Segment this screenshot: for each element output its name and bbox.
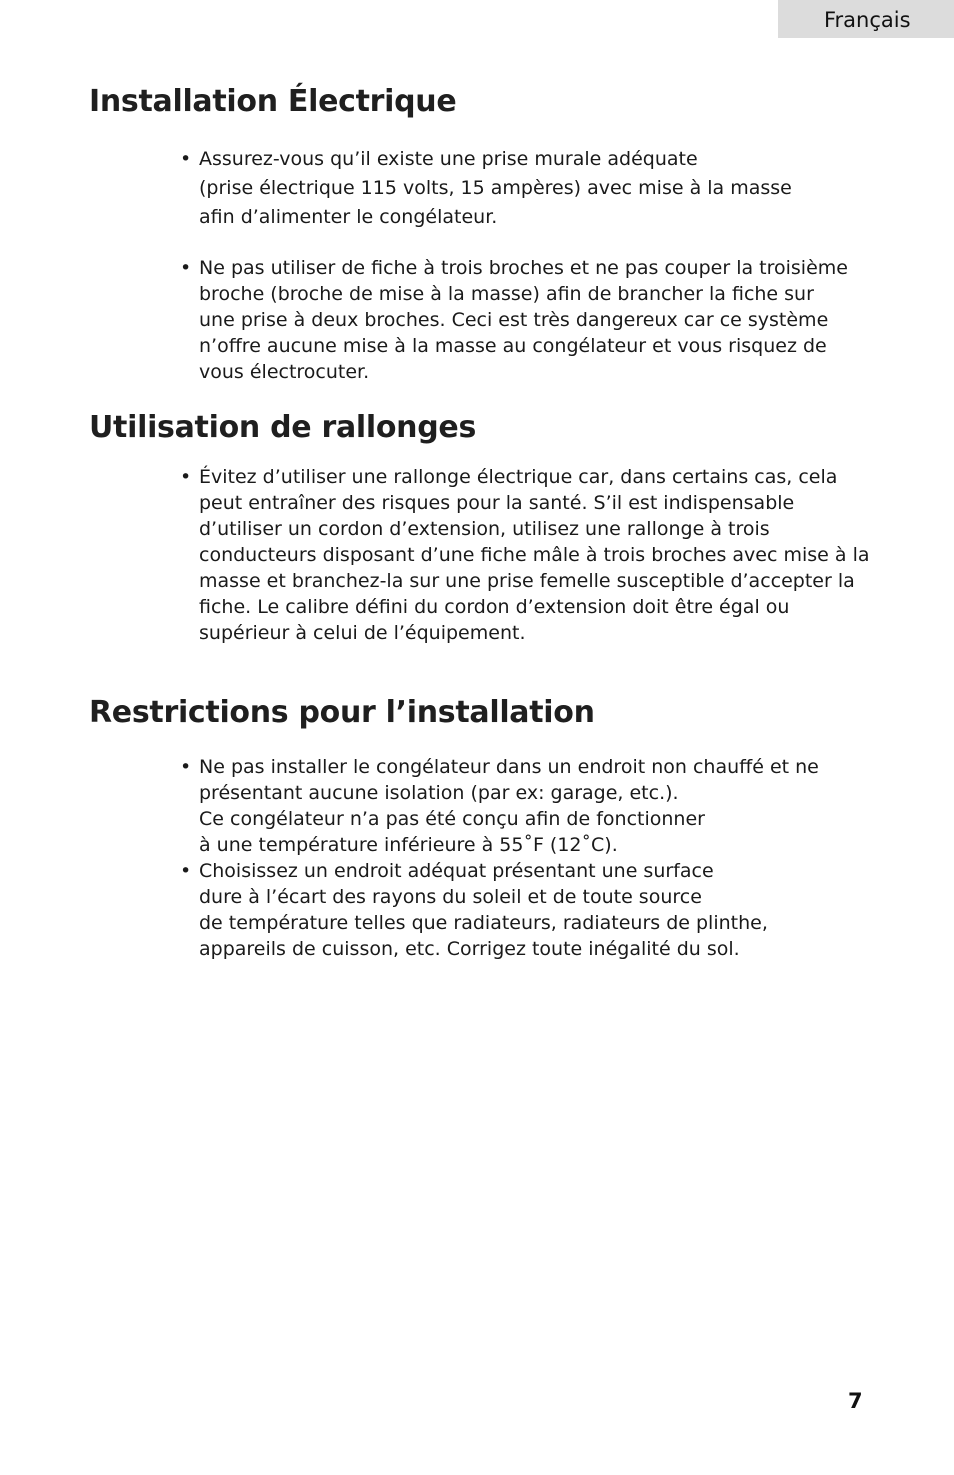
- text-line: peut entraîner des risques pour la santé. S’il est indispensable: [199, 492, 795, 514]
- text-line: • Choisissez un endroit adéquat présentant une surface: [199, 860, 714, 882]
- bullet-unheated-location: [180, 754, 880, 858]
- text-line: fiche. Le calibre défini du cordon d’extension doit être égal ou: [199, 596, 790, 618]
- section-title-extension-cords: Utilisation de rallonges: [89, 410, 477, 445]
- text-line: supérieur à celui de l’équipement.: [199, 622, 526, 644]
- text-line: broche (broche de mise à la masse) afin de brancher la fiche sur: [199, 283, 814, 305]
- text-line: n’offre aucune mise à la masse au congélateur et vous risquez de: [199, 335, 827, 357]
- restrictions-bullets: [180, 754, 880, 962]
- text-line: (prise électrique 115 volts, 15 ampères) avec mise à la masse: [199, 177, 792, 199]
- text-line: présentant aucune isolation (par ex: garage, etc.).: [199, 782, 679, 804]
- text-line: une prise à deux broches. Ceci est très dangereux car ce système: [199, 309, 829, 331]
- text-line: • Évitez d’utiliser une rallonge électrique car, dans certains cas, cela: [199, 466, 838, 488]
- text-line: Ce congélateur n’a pas été conçu afin de fonctionner: [199, 808, 705, 830]
- extension-bullets: [180, 464, 880, 646]
- text-line: d’utiliser un cordon d’extension, utilisez une rallonge à trois: [199, 518, 770, 540]
- page-number: 7: [848, 1389, 863, 1413]
- text-line: • Ne pas utiliser de fiche à trois broches et ne pas couper la troisième: [199, 257, 848, 279]
- bullet-wall-outlet: [180, 145, 880, 232]
- electrical-bullets: [180, 145, 880, 385]
- section-title-installation-restrictions: Restrictions pour l’installation: [89, 695, 595, 730]
- text-line: de température telles que radiateurs, radiateurs de plinthe,: [199, 912, 768, 934]
- text-line: afin d’alimenter le congélateur.: [199, 206, 498, 228]
- language-label: Français: [824, 8, 911, 32]
- bullet-avoid-extension: [180, 464, 880, 646]
- text-line: appareils de cuisson, etc. Corrigez toute inégalité du sol.: [199, 938, 740, 960]
- text-line: à une température inférieure à 55˚F (12˚C).: [199, 834, 618, 856]
- bullet-three-prong-plug: [180, 255, 880, 385]
- text-line: dure à l’écart des rayons du soleil et de toute source: [199, 886, 702, 908]
- text-line: • Ne pas installer le congélateur dans un endroit non chauffé et ne: [199, 756, 819, 778]
- text-line: vous électrocuter.: [199, 361, 370, 383]
- section-title-electrical-installation: Installation Électrique: [89, 84, 457, 119]
- text-line: conducteurs disposant d’une fiche mâle à trois broches avec mise à la: [199, 544, 870, 566]
- text-line: • Assurez-vous qu’il existe une prise murale adéquate: [199, 148, 698, 170]
- text-line: masse et branchez-la sur une prise femelle susceptible d’accepter la: [199, 570, 855, 592]
- language-tab: [778, 0, 954, 38]
- bullet-choose-location: [180, 858, 880, 962]
